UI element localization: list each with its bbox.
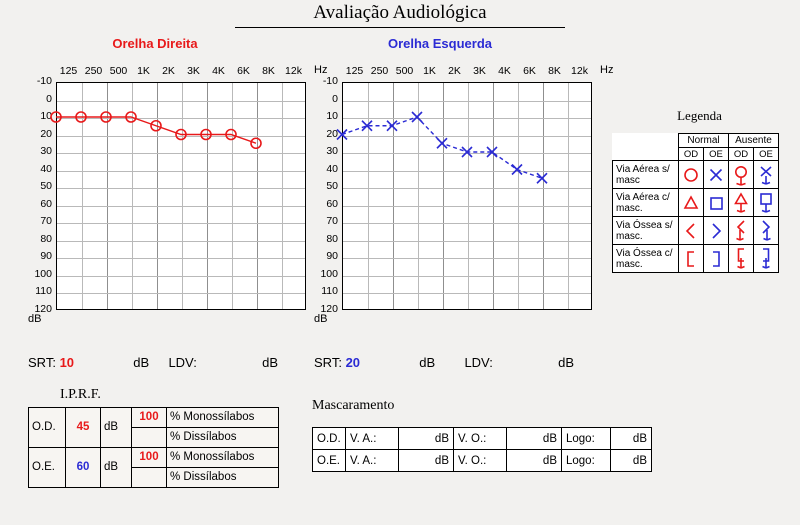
db-tick-label: -10 [36,75,52,87]
legenda-table [612,133,779,273]
symbol-air-masked-left [704,189,729,217]
db-tick-label: -10 [322,75,338,87]
legenda-row-via-ossea-com: Via Óssea c/ masc. [613,245,679,273]
symbol-air-unmasked-left [704,161,729,189]
freq-tick-label: 6K [237,65,250,77]
legenda-row-via-aerea-sem: Via Aérea s/ masc [613,161,679,189]
iprf-pct-di-oe[interactable] [132,468,167,488]
data-point[interactable] [387,121,397,131]
right-srt-value[interactable]: 10 [59,355,75,370]
iprf-label-di-oe: % Dissílabos [167,468,279,488]
page-title: Avaliação Audiológica [313,2,487,23]
db-tick-label: 30 [326,145,338,157]
legenda-col-ausente-oe: OE [754,148,779,161]
freq-tick-label: 3K [187,65,200,77]
left-ldv-db: dB [558,355,575,370]
iprf-db-od: dB [101,408,132,448]
masc-va-db-oe[interactable]: dB [399,450,454,472]
iprf-label-di-od: % Dissílabos [167,428,279,448]
db-tick-label: 10 [326,110,338,122]
legenda-group-normal: Normal [679,134,729,148]
symbol-air-masked-right [679,189,704,217]
db-tick-label: 110 [35,285,52,297]
table-row [613,217,779,245]
db-tick-label: 50 [40,180,52,192]
title-underline [235,27,565,28]
freq-tick-label: 2K [162,65,175,77]
table-row [613,245,779,273]
iprf-level-od[interactable]: 45 [66,408,101,448]
db-tick-label: 100 [34,267,52,280]
data-point[interactable] [337,130,347,140]
iprf-table [28,407,279,488]
iprf-ear-oe: O.E. [29,448,66,488]
freq-tick-label: 250 [370,65,389,77]
data-point[interactable] [537,173,547,183]
db-tick-label: 60 [40,197,52,210]
freq-tick-label: 12k [571,65,588,77]
right-srt-row [28,355,278,370]
freq-tick-label: 500 [109,65,128,77]
db-tick-label: 90 [326,250,338,262]
data-point[interactable] [437,138,447,148]
symbol-air-unmasked-left-absent [754,161,779,189]
right-ldv-db: dB [262,355,279,370]
iprf-pct-di-od[interactable] [132,428,167,448]
right-ear-title: Orelha Direita [112,36,198,51]
db-unit-label: dB [28,312,42,325]
left-ear-audiogram [314,60,614,338]
legenda-heading: Legenda [677,108,722,123]
db-tick-label: 40 [40,162,52,175]
freq-tick-label: 6K [523,65,536,77]
db-tick-label: 30 [40,145,52,157]
table-row [313,450,652,472]
iprf-label-mono-oe: % Monossílabos [167,448,279,468]
legenda-row-via-aerea-com: Via Aérea c/ masc. [613,189,679,217]
freq-tick-label: 12k [285,65,302,77]
masc-vo-label-oe: V. O.: [454,450,507,472]
data-point[interactable] [462,147,472,157]
symbol-bone-masked-right [679,245,704,273]
masc-vo-db-od[interactable]: dB [507,428,562,450]
masc-va-db-od[interactable]: dB [399,428,454,450]
left-srt-row [314,355,574,370]
table-row [613,134,779,148]
masc-vo-db-oe[interactable]: dB [507,450,562,472]
db-tick-label: 70 [40,215,52,227]
db-tick-label: 40 [326,162,338,175]
masc-va-label-oe: V. A.: [346,450,399,472]
iprf-ear-od: O.D. [29,408,66,448]
symbol-bone-unmasked-right [679,217,704,245]
db-unit-label: dB [314,312,328,325]
freq-tick-label: 3K [473,65,486,77]
db-tick-label: 80 [326,232,338,245]
data-point[interactable] [412,112,422,122]
freq-tick-label: 8K [548,65,561,77]
symbol-air-masked-right-absent [729,189,754,217]
freq-tick-label: 125 [345,65,364,77]
db-tick-label: 100 [320,267,338,280]
symbol-bone-unmasked-left [704,217,729,245]
freq-tick-label: 125 [59,65,78,77]
left-srt-label: SRT: [314,355,342,370]
symbol-air-masked-left-absent [754,189,779,217]
iprf-pct-mono-od[interactable]: 100 [132,408,167,428]
freq-tick-label: 500 [395,65,414,77]
masc-logo-db-od[interactable]: dB [611,428,652,450]
right-ear-audiogram [28,60,328,338]
freq-tick-label: 4K [498,65,511,77]
masc-logo-db-oe[interactable]: dB [611,450,652,472]
db-tick-label: 120 [34,302,52,315]
symbol-bone-masked-left [704,245,729,273]
db-tick-label: 110 [321,285,338,297]
mascaramento-heading: Mascaramento [312,398,395,413]
table-row [613,161,779,189]
symbol-bone-unmasked-left-absent [754,217,779,245]
table-row [313,428,652,450]
db-tick-label: 90 [40,250,52,262]
symbol-air-unmasked-right-absent [729,161,754,189]
db-tick-label: 20 [40,127,52,140]
masc-ear-od: O.D. [313,428,346,450]
db-tick-label: 120 [320,302,338,315]
db-tick-label: 20 [326,127,338,140]
legenda-col-ausente-od: OD [729,148,754,161]
freq-tick-label: 1K [137,65,150,77]
symbol-bone-masked-right-absent [729,245,754,273]
left-ldv-label: LDV: [464,355,493,370]
hz-unit-label: Hz [600,64,614,76]
iprf-db-oe: dB [101,448,132,488]
masc-va-label-od: V. A.: [346,428,399,450]
audiogram-series [28,60,348,348]
freq-tick-label: 8K [262,65,275,77]
db-tick-label: 0 [46,92,52,105]
db-tick-label: 80 [40,232,52,245]
iprf-level-oe[interactable]: 60 [66,448,101,488]
db-tick-label: 10 [40,110,52,122]
masc-logo-label-oe: Logo: [562,450,611,472]
data-point[interactable] [512,165,522,175]
db-tick-label: 70 [326,215,338,227]
freq-tick-label: 2K [448,65,461,77]
table-row [613,189,779,217]
masc-ear-oe: O.E. [313,450,346,472]
table-row [29,408,279,428]
right-ldv-label: LDV: [168,355,197,370]
left-srt-db: dB [419,355,436,370]
series-line [342,117,542,178]
right-srt-label: SRT: [28,355,56,370]
freq-tick-label: 1K [423,65,436,77]
symbol-bone-masked-left-absent [754,245,779,273]
db-tick-label: 60 [326,197,338,210]
symbol-air-unmasked-right [679,161,704,189]
masc-vo-label-od: V. O.: [454,428,507,450]
legenda-row-via-ossea-sem: Via Óssea s/ masc. [613,217,679,245]
mascaramento-table [312,427,652,472]
audiogram-series [314,60,634,348]
freq-tick-label: 250 [84,65,103,77]
legenda-col-normal-oe: OE [704,148,729,161]
hz-unit-label: Hz [314,64,328,76]
table-row [29,448,279,468]
iprf-pct-mono-oe[interactable]: 100 [132,448,167,468]
legenda-col-normal-od: OD [679,148,704,161]
iprf-label-mono-od: % Monossílabos [167,408,279,428]
iprf-heading: I.P.R.F. [60,387,101,402]
db-tick-label: 50 [326,180,338,192]
masc-logo-label-od: Logo: [562,428,611,450]
symbol-bone-unmasked-right-absent [729,217,754,245]
freq-tick-label: 4K [212,65,225,77]
legenda-group-ausente: Ausente [729,134,779,148]
left-ear-title: Orelha Esquerda [387,36,493,51]
left-srt-value[interactable]: 20 [345,355,361,370]
db-tick-label: 0 [332,92,338,105]
right-srt-db: dB [133,355,150,370]
